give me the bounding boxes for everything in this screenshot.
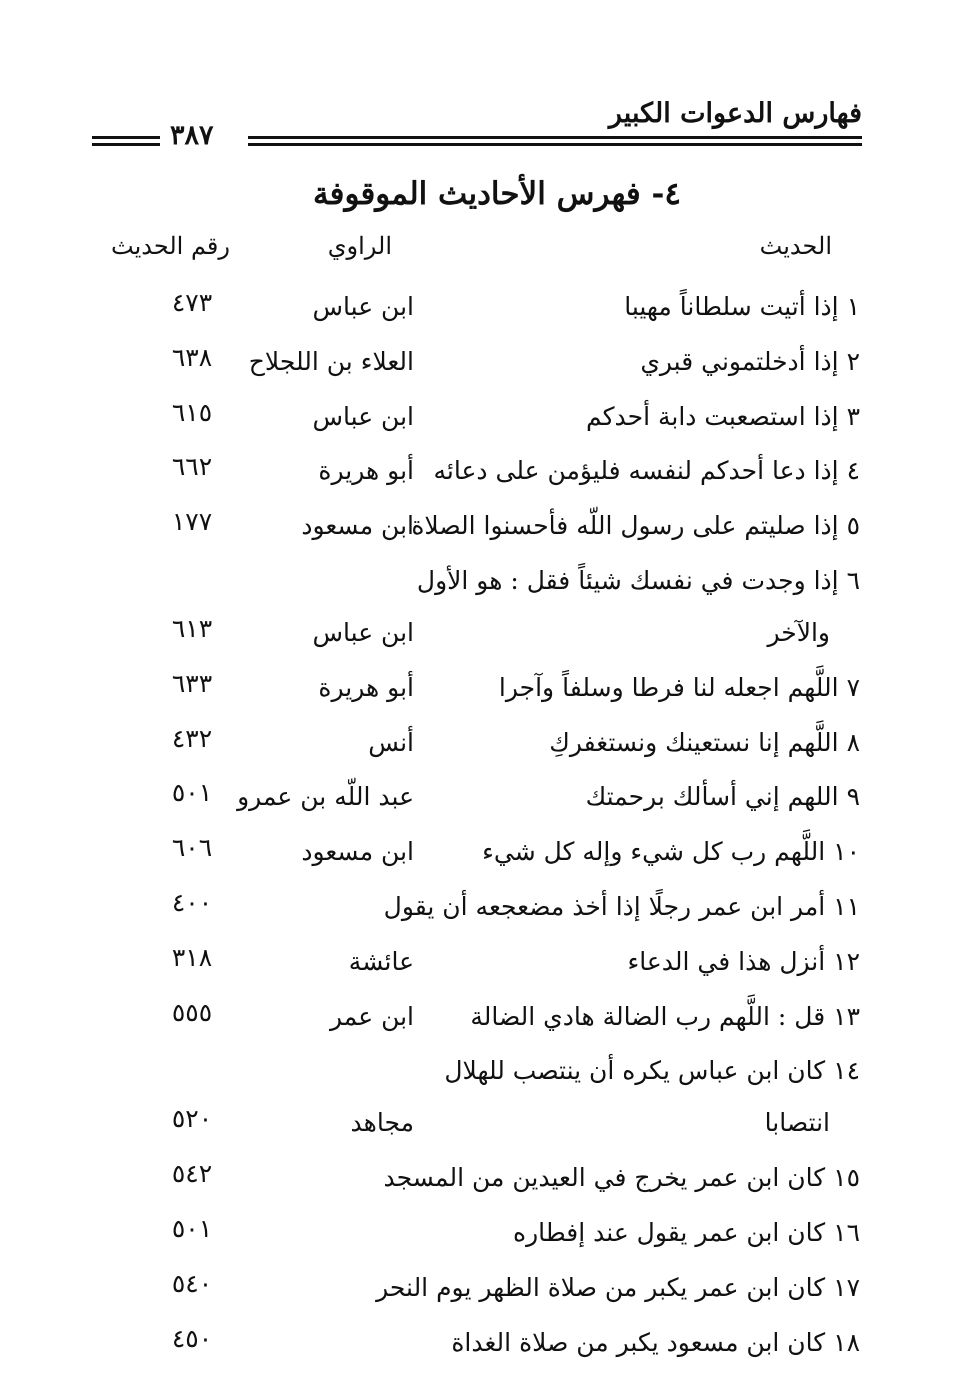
hadith-number: ٦٠٦ <box>171 833 213 863</box>
hadith-number: ٤٣٢ <box>171 723 213 753</box>
header-rule-right-bottom <box>248 143 862 146</box>
hadith-text: ١٤ كان ابن عباس يكره أن ينتصب للهلال <box>444 1056 860 1086</box>
column-header-hadith: الحديث <box>759 232 832 260</box>
hadith-number: ٦٣٣ <box>171 668 213 698</box>
hadith-number: ٤٠٠ <box>171 888 213 917</box>
narrator: ابن مسعود <box>301 511 414 541</box>
hadith-number: ٥٥٥ <box>171 997 213 1027</box>
hadith-number: ٦١٣ <box>171 614 213 643</box>
running-header-title: فهارس الدعوات الكبير <box>608 98 862 129</box>
hadith-text-continued: والآخر <box>767 618 830 647</box>
narrator: العلاء بن اللجلاح <box>248 346 414 376</box>
hadith-number: ٦٣٨ <box>171 342 213 372</box>
narrator: ابن عباس <box>312 292 414 321</box>
narrator: ابن عمر <box>329 1001 414 1031</box>
narrator: ابن عباس <box>312 401 414 431</box>
header-rule-left-bottom <box>92 143 160 146</box>
hadith-text: ٤ إذا دعا أحدكم لنفسه فليؤمن على دعائه <box>433 456 860 486</box>
hadith-number: ٤٥٠ <box>171 1323 213 1353</box>
header-rule-left-top <box>92 136 160 139</box>
hadith-text: ١٠ اللَّهم رب كل شيء وإله كل شيء <box>482 837 860 867</box>
column-header-narrator: الراوي <box>327 232 392 260</box>
hadith-text: ٦ إذا وجدت في نفسك شيئاً فقل : هو الأول <box>416 566 860 595</box>
narrator: أبو هريرة <box>318 456 414 486</box>
hadith-text: ١٨ كان ابن مسعود يكبر من صلاة الغداة <box>451 1327 860 1357</box>
narrator: ابن مسعود <box>301 837 414 867</box>
hadith-number: ٥٤٠ <box>171 1268 213 1298</box>
hadith-number: ٦١٥ <box>171 397 213 427</box>
hadith-text: ١٦ كان ابن عمر يقول عند إفطاره <box>513 1218 860 1247</box>
narrator: عبد اللّه بن عمرو <box>237 782 414 812</box>
hadith-number: ٥٠١ <box>171 1214 213 1243</box>
hadith-number: ١٧٧ <box>171 507 213 537</box>
hadith-text: ١٢ أنزل هذا في الدعاء <box>627 946 860 976</box>
hadith-text: ٩ اللهم إني أسألك برحمتك <box>585 782 860 812</box>
section-title: ٤- فهرس الأحاديث الموقوفة <box>313 176 681 212</box>
header-rule-right-top <box>248 136 862 139</box>
hadith-text: ١ إذا أتيت سلطاناً مهيبا <box>624 292 860 321</box>
narrator: مجاهد <box>350 1108 414 1138</box>
hadith-text: ١١ أمر ابن عمر رجلًا إذا أخذ مضعجعه أن يقول <box>383 892 860 921</box>
page-number: ٣٨٧ <box>170 120 214 151</box>
hadith-number: ٦٦٢ <box>171 452 213 482</box>
hadith-number: ٤٧٣ <box>171 288 213 317</box>
page-header <box>0 0 954 160</box>
hadith-text-continued: انتصابا <box>764 1108 830 1138</box>
hadith-text: ١٥ كان ابن عمر يخرج في العيدين من المسجد <box>383 1163 860 1193</box>
narrator: أبو هريرة <box>318 672 414 702</box>
hadith-number: ٥٠١ <box>171 778 213 808</box>
hadith-number: ٣١٨ <box>171 942 213 972</box>
hadith-text: ٧ اللَّهم اجعله لنا فرطا وسلفاً وآجرا <box>498 672 860 702</box>
column-header-number: رقم الحديث <box>111 232 230 260</box>
hadith-text: ٢ إذا أدخلتموني قبري <box>640 346 860 376</box>
narrator: ابن عباس <box>312 618 414 647</box>
hadith-text: ٥ إذا صليتم على رسول اللّه فأحسنوا الصلاة <box>411 511 860 541</box>
hadith-number: ٥٤٢ <box>171 1159 213 1189</box>
hadith-text: ٣ إذا استصعبت دابة أحدكم <box>585 401 860 431</box>
narrator: عائشة <box>348 946 414 976</box>
hadith-text: ١٧ كان ابن عمر يكبر من صلاة الظهر يوم النحر <box>376 1272 860 1302</box>
hadith-text: ١٣ قل : اللَّهم رب الضالة هادي الضالة <box>470 1001 860 1031</box>
hadith-number: ٥٢٠ <box>171 1104 213 1134</box>
narrator: أنس <box>368 727 414 757</box>
hadith-text: ٨ اللَّهم إنا نستعينك ونستغفركِ <box>549 727 860 757</box>
